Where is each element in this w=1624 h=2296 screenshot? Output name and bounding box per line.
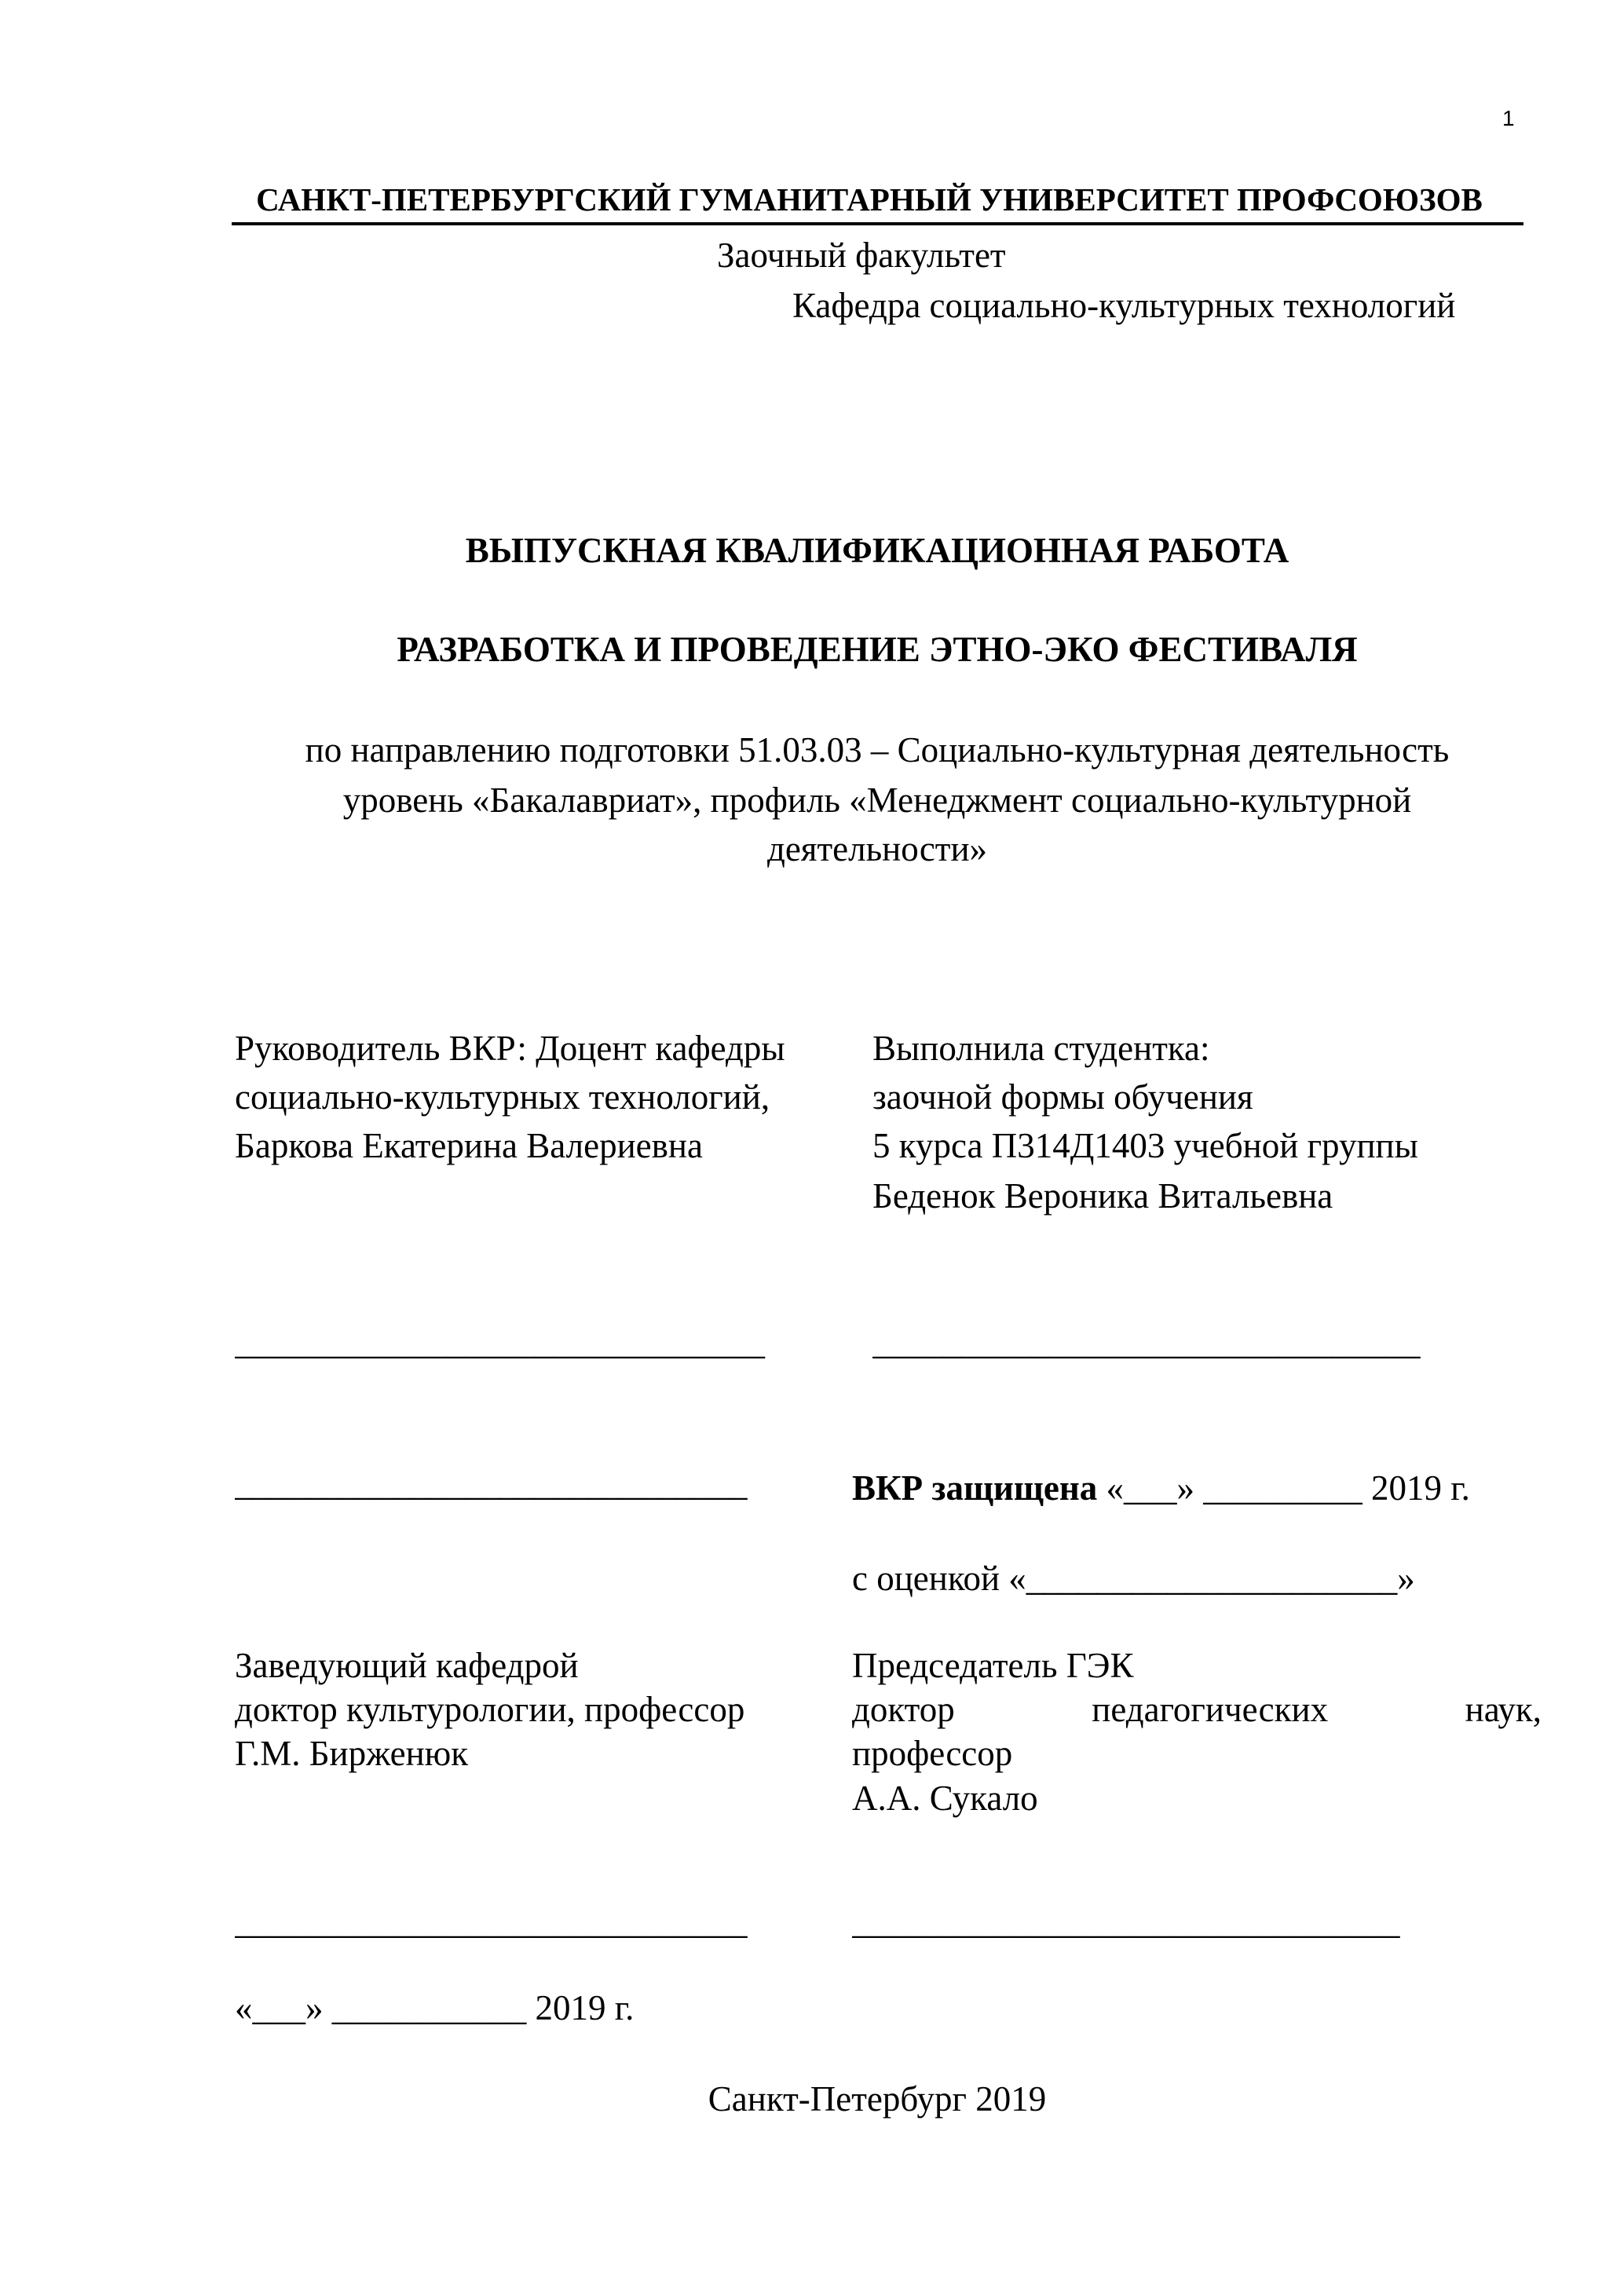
university-name: САНКТ-ПЕТЕРБУРГСКИЙ ГУМАНИТАРНЫЙ УНИВЕРСИТЕТ ПРОФСОЮЗОВ (256, 181, 1483, 218)
supervisor-line: Руководитель ВКР: Доцент кафедры (235, 1029, 785, 1068)
chairman-line: профессор (852, 1734, 1013, 1773)
department: Кафедра социально-культурных технологий (792, 286, 1456, 325)
supervisor-line: Баркова Екатерина Валериевна (235, 1126, 703, 1165)
thesis-topic: РАЗРАБОТКА И ПРОВЕДЕНИЕ ЭТНО-ЭКО ФЕСТИВАЛЯ (397, 630, 1358, 669)
chairman-name: А.А. Сукало (852, 1779, 1038, 1818)
direction-line: по направлению подготовки 51.03.03 – Социально-культурная деятельность (305, 730, 1450, 770)
direction-line: уровень «Бакалавриат», профиль «Менеджмент социально-культурной (342, 781, 1412, 820)
direction-line: деятельности» (766, 829, 988, 868)
student-line: Выполнила студентка: (872, 1029, 1210, 1068)
chairman-line: Председатель ГЭК (852, 1646, 1134, 1685)
chairman-word: наук, (1465, 1690, 1542, 1729)
chairman-word: педагогических (1092, 1690, 1329, 1729)
defense-label: ВКР защищена (852, 1468, 1098, 1508)
head-signature-line: _____________________________ (235, 1902, 748, 1941)
supervisor-line: социально-культурных технологий, (235, 1077, 770, 1117)
page-number: 1 (1502, 106, 1515, 130)
defense-left-line: _____________________________ (235, 1464, 748, 1503)
head-signature-date: «___» ___________ 2019 г. (235, 1988, 635, 2027)
student-line: заочной формы обучения (872, 1077, 1253, 1117)
supervisor-signature-line: ______________________________ (235, 1322, 765, 1362)
defense-grade: с оценкой «_____________________» (852, 1559, 1415, 1598)
head-line: доктор культурологии, профессор (235, 1690, 745, 1729)
student-signature-line: _______________________________ (872, 1322, 1421, 1362)
head-line: Г.М. Бирженюк (235, 1734, 469, 1773)
student-line: 5 курса П314Д1403 учебной группы (872, 1126, 1418, 1165)
head-line: Заведующий кафедрой (235, 1646, 579, 1685)
student-line: Беденок Вероника Витальевна (872, 1176, 1333, 1216)
header-divider (232, 222, 1523, 225)
faculty: Заочный факультет (717, 236, 1006, 275)
defense-date (852, 1465, 1470, 1511)
chairman-degree-line (852, 1687, 1542, 1732)
work-type-title: ВЫПУСКНАЯ КВАЛИФИКАЦИОННАЯ РАБОТА (465, 531, 1289, 570)
city-year: Санкт-Петербург 2019 (708, 2079, 1047, 2119)
chairman-signature-line: _______________________________ (852, 1902, 1400, 1941)
defense-date-text: «___» _________ 2019 г. (1097, 1468, 1470, 1508)
chairman-word: доктор (852, 1690, 955, 1729)
